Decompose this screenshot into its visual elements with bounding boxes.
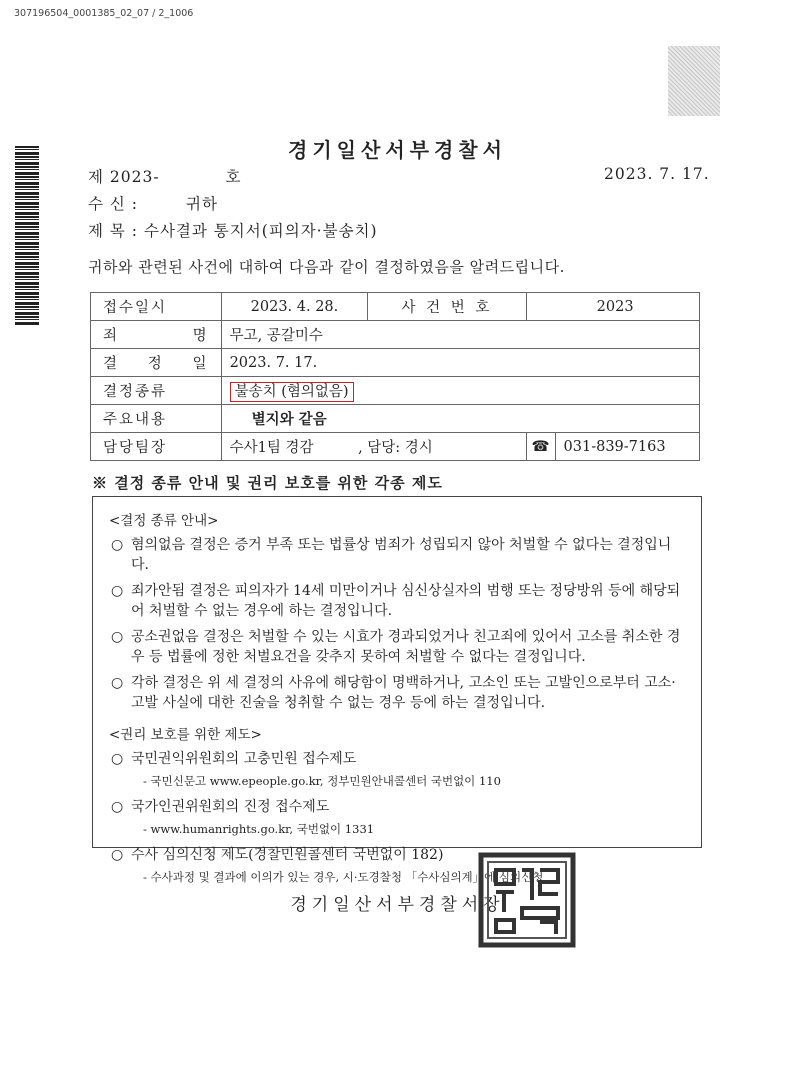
list-item bbox=[109, 535, 687, 575]
footer-issuer: 경기일산서부경찰서장 bbox=[290, 895, 505, 915]
bullet: ○ bbox=[111, 629, 124, 645]
decision-guide-item: 죄가안됨 결정은 피의자가 14세 미만이거나 심신상실자의 범행 또는 정당방위 등에 해당되어 처벌할 수 없는 경우에 하는 결정입니다. bbox=[131, 583, 681, 619]
decision-guide-item: 공소권없음 결정은 처벌할 수 있는 시효가 경과되었거나 친고죄에 있어서 고소를 취소한 경우 등 법률에 정한 처벌요건을 갖추지 못하여 처벌할 수 없다는 결정입니다. bbox=[131, 629, 681, 665]
phone-icon: ☎ bbox=[531, 438, 550, 455]
table-row bbox=[91, 377, 700, 405]
team-cell bbox=[221, 433, 526, 461]
content: 별지와 같음 bbox=[221, 405, 699, 433]
bullet: ○ bbox=[111, 537, 124, 553]
subject-row bbox=[88, 219, 378, 241]
list-item bbox=[109, 627, 687, 667]
notice-title: ※ 결정 종류 안내 및 권리 보호를 위한 각종 제도 bbox=[92, 474, 443, 492]
list-item bbox=[109, 673, 687, 713]
bullet: ○ bbox=[111, 583, 124, 599]
recipient-label: 수 신 : bbox=[88, 195, 139, 213]
rights-item-title: 국가인권위원회의 진정 접수제도 bbox=[131, 799, 330, 815]
rights-item-detail: - 수사과정 및 결과에 이의가 있는 경우, 시·도경찰청 「수사심의계」에 심의신청 bbox=[143, 870, 544, 884]
file-id: 307196504_0001385_02_07 / 2_1006 bbox=[14, 8, 194, 19]
team-label: 담당팀장 bbox=[91, 433, 222, 461]
rights-item-detail: - www.humanrights.go.kr, 국번없이 1331 bbox=[143, 822, 375, 836]
bullet: ○ bbox=[111, 799, 124, 815]
intro-text: 귀하와 관련된 사건에 대하여 다음과 같이 결정하였음을 알려드립니다. bbox=[88, 258, 565, 276]
document-title: 경기일산서부경찰서 bbox=[288, 138, 507, 162]
decision-type: 불송치 (혐의없음) bbox=[230, 382, 354, 402]
charge: 무고, 공갈미수 bbox=[221, 321, 699, 349]
receipt-date: 2023. 4. 28. bbox=[221, 293, 368, 321]
bullet: ○ bbox=[111, 751, 124, 767]
decision-type-cell bbox=[221, 377, 699, 405]
decision-guide-item: 혐의없음 결정은 증거 부족 또는 법률상 범죄가 성립되지 않아 처벌할 수 없다는 결정입니다. bbox=[131, 537, 672, 573]
recipient-row bbox=[88, 192, 218, 214]
list-item bbox=[109, 845, 687, 865]
scan-noise-mark bbox=[668, 46, 720, 116]
official-seal bbox=[478, 852, 576, 948]
case-info-table bbox=[90, 292, 700, 461]
rights-item-detail: - 국민신문고 www.epeople.go.kr, 정부민원안내콜센터 국번없이 110 bbox=[143, 774, 501, 788]
charge-label: 죄 명 bbox=[91, 321, 222, 349]
doc-number-label: 제 2023- bbox=[88, 168, 160, 186]
list-item bbox=[109, 749, 687, 769]
decision-date-label: 결 정 일 bbox=[91, 349, 222, 377]
decision-type-label: 결정종류 bbox=[91, 377, 222, 405]
team: 수사1팀 경감 bbox=[229, 440, 314, 456]
bullet: ○ bbox=[111, 847, 124, 863]
table-row bbox=[91, 433, 700, 461]
table-row bbox=[91, 349, 700, 377]
content-label: 주요내용 bbox=[91, 405, 222, 433]
receipt-date-label: 접수일시 bbox=[91, 293, 222, 321]
case-number: 2023 bbox=[526, 293, 699, 321]
guide-box bbox=[92, 496, 702, 884]
subject-label: 제 목 : bbox=[88, 222, 139, 240]
subject: 수사결과 통지서(피의자·불송치) bbox=[143, 222, 378, 240]
list-item bbox=[109, 581, 687, 621]
doc-number bbox=[88, 165, 242, 187]
phone: 031-839-7163 bbox=[555, 433, 699, 461]
phone-icon-cell bbox=[526, 433, 555, 461]
barcode bbox=[15, 146, 39, 326]
rights-guide-heading: <권리 보호를 위한 제도> bbox=[109, 727, 262, 743]
decision-guide-heading: <결정 종류 안내> bbox=[109, 513, 219, 529]
rights-item-title: 수사 심의신청 제도(경찰민원콜센터 국번없이 182) bbox=[131, 847, 444, 863]
officer: , 담당: 경시 bbox=[358, 440, 433, 456]
recipient: 귀하 bbox=[185, 195, 218, 213]
case-number-label: 사 건 번 호 bbox=[368, 293, 526, 321]
table-row bbox=[91, 321, 700, 349]
decision-date: 2023. 7. 17. bbox=[221, 349, 699, 377]
bullet: ○ bbox=[111, 675, 124, 691]
table-row bbox=[91, 405, 700, 433]
list-item bbox=[109, 797, 687, 817]
table-row bbox=[91, 293, 700, 321]
doc-date: 2023. 7. 17. bbox=[604, 165, 710, 183]
decision-guide-item: 각하 결정은 위 세 결정의 사유에 해당함이 명백하거나, 고소인 또는 고발인으로부터 고소·고발 사실에 대한 진술을 청취할 수 없는 경우 등에 하는 결정입니다. bbox=[131, 675, 676, 711]
doc-number-suffix: 호 bbox=[225, 168, 242, 186]
rights-item-title: 국민권익위원회의 고충민원 접수제도 bbox=[131, 751, 357, 767]
